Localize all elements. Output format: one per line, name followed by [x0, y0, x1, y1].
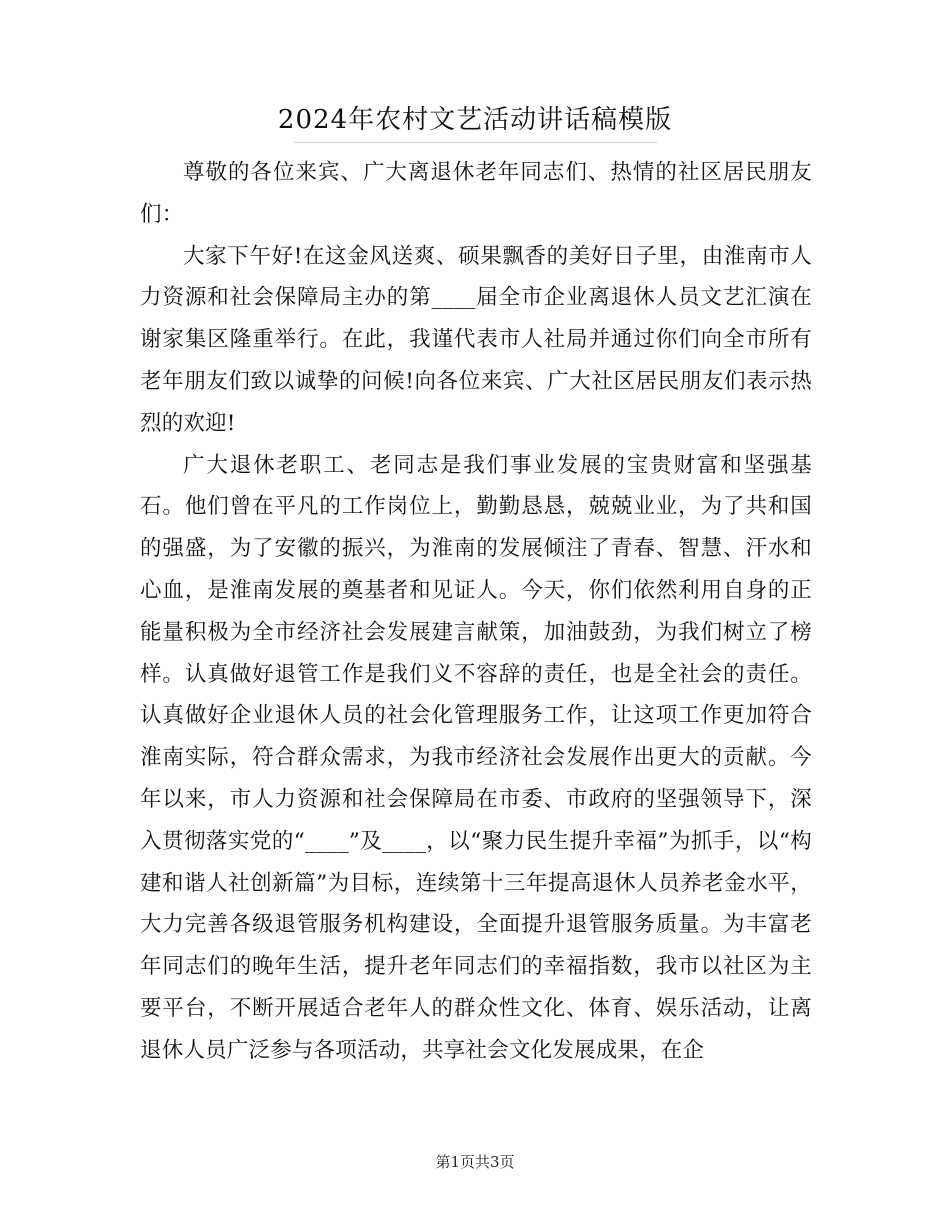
document-body [140, 152, 812, 1072]
paragraph-salutation: 尊敬的各位来宾、广大离退休老年同志们、热情的社区居民朋友们： [140, 160, 812, 227]
document-title: 2024年农村文艺活动讲话稿模版 [277, 105, 673, 135]
paragraph-greeting: 大家下午好!在这金风送爽、硕果飘香的美好日子里，由淮南市人力资源和社会保障局主办的第____届全市企业离退休人员文艺汇演在谢家集区隆重举行。在此，我谨代表市人社局并通过你们向全市所有老年朋友们致以诚挚的问候!向各位来宾、广大社区居民朋友们表示热烈的欢迎! [140, 243, 812, 436]
page-footer: 第1页共3页 [435, 1153, 515, 1171]
paragraph-main: 广大退休老职工、老同志是我们事业发展的宝贵财富和坚强基石。他们曾在平凡的工作岗位上，勤勤恳恳，兢兢业业，为了共和国的强盛，为了安徽的振兴，为淮南的发展倾注了青春、智慧、汗水和心血，是淮南发展的奠基者和见证人。今天，你们依然利用自身的正能量积极为全市经济社会发展建言献策，加油鼓劲，为我们树立了榜样。认真做好退管工作是我们义不容辞的责任，也是全社会的责任。认真做好企业退休人员的社会化管理服务工作，让这项工作更加符合淮南实际，符合群众需求，为我市经济社会发展作出更大的贡献。今年以来，市人力资源和社会保障局在市委、市政府的坚强领导下，深入贯彻落实党的“____”及____，以“聚力民生提升幸福”为抓手，以“构建和谐人社创新篇”为目标，连续第十三年提高退休人员养老金水平，大力完善各级退管服务机构建设，全面提升退管服务质量。为丰富老年同志们的晚年生活，提升老年同志们的幸福指数，我市以社区为主要平台，不断开展适合老年人的群众性文化、体育、娱乐活动，让离退休人员广泛参与各项活动，共享社会文化发展成果，在企 [140, 452, 812, 1063]
title-underline [293, 142, 657, 143]
